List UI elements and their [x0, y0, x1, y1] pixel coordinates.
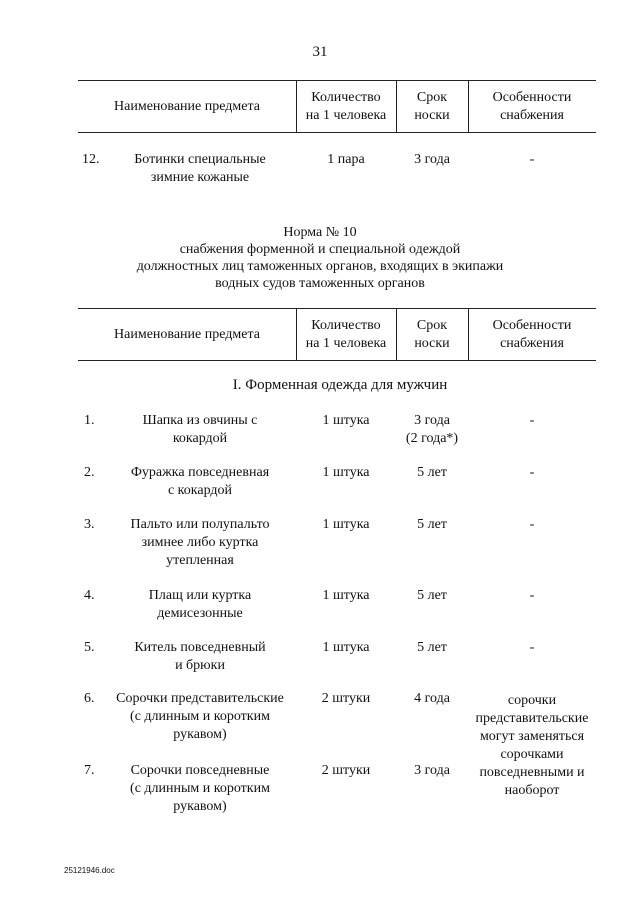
header-term: Срок носки — [414, 90, 450, 123]
row-number: 6. — [84, 691, 95, 706]
item-quantity: 1 штука — [322, 640, 370, 655]
item-term: 5 лет — [417, 588, 447, 603]
item-name: Шапка из овчины с кокардой — [142, 413, 258, 446]
footer-filename: 25121946.doc — [64, 866, 115, 875]
item-term: 4 года — [414, 691, 450, 706]
item-term: 3 года (2 года*) — [405, 413, 459, 446]
item-name: Плащ или куртка демисезонные — [148, 588, 252, 621]
item-name: Сорочки повседневные (с длинным и коротким рукавом) — [130, 763, 270, 814]
item-term: 5 лет — [417, 465, 447, 480]
item-quantity: 1 штука — [322, 588, 370, 603]
row-number: 5. — [84, 640, 95, 655]
row-number: 2. — [84, 465, 95, 480]
item-feature: - — [529, 640, 535, 655]
item-name: Пальто или полупальто зимнее либо куртка утепленная — [130, 517, 270, 568]
row-number: 1. — [84, 413, 95, 428]
item-name: Сорочки представительские (с длинным и коротким рукавом) — [116, 691, 284, 742]
shared-feature: сорочки представительские могут заменяться сорочками повседневными и наоборот — [475, 693, 589, 798]
header-name: Наименование предмета — [114, 99, 260, 114]
row-number: 3. — [84, 517, 95, 532]
item-name: Фуражка повседневная с кокардой — [130, 465, 270, 498]
item-name: Китель повседневный и брюки — [134, 640, 266, 673]
item-feature: - — [529, 588, 535, 603]
item-quantity: 1 штука — [322, 465, 370, 480]
item-feature: - — [529, 517, 535, 532]
item-term: 5 лет — [417, 517, 447, 532]
row-number: 7. — [84, 763, 95, 778]
header-qty: Количество на 1 человека — [305, 90, 387, 123]
header-feature: Особенности снабжения — [492, 90, 572, 123]
item-feature: - — [529, 465, 535, 480]
item-feature: - — [529, 413, 535, 428]
section-title: I. Форменная одежда для мужчин — [232, 377, 448, 393]
item-quantity: 2 штуки — [321, 691, 371, 706]
page-number: 31 — [312, 44, 328, 60]
row-number: 4. — [84, 588, 95, 603]
item-term: 3 года — [414, 763, 450, 778]
item-quantity: 1 штука — [322, 517, 370, 532]
item-quantity: 2 штуки — [321, 763, 371, 778]
item-quantity: 1 штука — [322, 413, 370, 428]
item-term: 5 лет — [417, 640, 447, 655]
